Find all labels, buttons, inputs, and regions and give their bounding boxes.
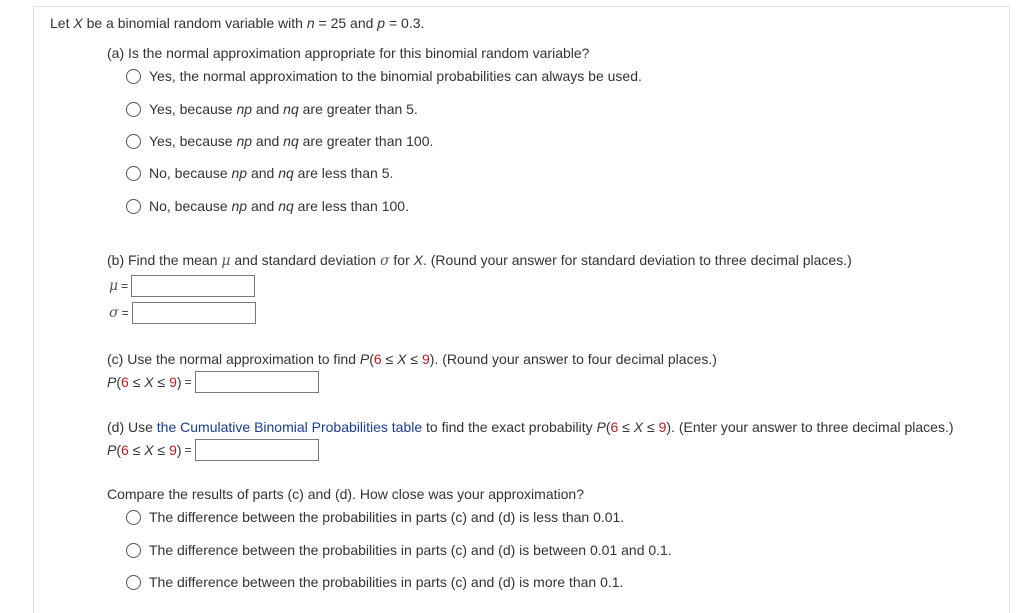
option-label: Yes, the normal approximation to the binomial probabilities can always be used. <box>149 68 642 84</box>
part-a-option-3[interactable] <box>126 131 433 151</box>
option-label: No, because np and nq are less than 5. <box>149 165 394 181</box>
part-c-question: (c) Use the normal approximation to find P(6 ≤ X ≤ 9). (Round your answer to four decimal places.) <box>107 351 717 367</box>
probability-expression: P(6 ≤ X ≤ 9) <box>107 442 182 458</box>
radio-button[interactable] <box>126 543 141 558</box>
sd-answer-row <box>109 302 256 324</box>
compare-option-1[interactable] <box>126 507 624 527</box>
part-a-option-2[interactable] <box>126 99 418 119</box>
part-d-question: (d) Use the Cumulative Binomial Probabilities table to find the exact probability P(6 ≤ X ≤ 9). (Enter your answer to three decimal places.) <box>107 419 954 435</box>
radio-button[interactable] <box>126 102 141 117</box>
mu-label: μ <box>109 278 119 294</box>
problem-intro: Let X be a binomial random variable with n = 25 and p = 0.3. <box>50 15 425 31</box>
part-a-option-1[interactable] <box>126 66 642 86</box>
exact-probability-input[interactable] <box>195 439 319 461</box>
mean-input[interactable] <box>131 275 255 297</box>
probability-expression: P(6 ≤ X ≤ 9) <box>107 374 182 390</box>
part-d-answer-row <box>107 439 319 461</box>
compare-question: Compare the results of parts (c) and (d). How close was your approximation? <box>107 486 584 502</box>
radio-button[interactable] <box>126 69 141 84</box>
part-a-option-4[interactable] <box>126 163 393 183</box>
option-label: The difference between the probabilities in parts (c) and (d) is less than 0.01. <box>149 509 625 525</box>
equals-sign: = <box>121 279 129 293</box>
option-label: Yes, because np and nq are greater than 5. <box>149 101 418 117</box>
equals-sign: = <box>184 375 192 389</box>
content-frame-right <box>1009 6 1010 613</box>
radio-button[interactable] <box>126 510 141 525</box>
compare-option-3[interactable] <box>126 572 623 592</box>
radio-button[interactable] <box>126 134 141 149</box>
part-c-answer-row <box>107 371 319 393</box>
part-a-question: (a) Is the normal approximation appropriate for this binomial random variable? <box>107 45 590 61</box>
part-b-question: (b) Find the mean μ and standard deviation σ for X. (Round your answer for standard deviation to three decimal places.) <box>107 252 852 269</box>
standard-deviation-input[interactable] <box>132 302 256 324</box>
option-label: No, because np and nq are less than 100. <box>149 198 409 214</box>
radio-button[interactable] <box>126 575 141 590</box>
option-label: The difference between the probabilities in parts (c) and (d) is more than 0.1. <box>149 574 624 590</box>
compare-option-2[interactable] <box>126 540 672 560</box>
sigma-label: σ <box>109 305 119 321</box>
content-frame-left <box>33 6 34 613</box>
part-a-option-5[interactable] <box>126 196 409 216</box>
normal-approx-probability-input[interactable] <box>195 371 319 393</box>
option-label: The difference between the probabilities in parts (c) and (d) is between 0.01 and 0.1. <box>149 542 672 558</box>
radio-button[interactable] <box>126 166 141 181</box>
option-label: Yes, because np and nq are greater than 100. <box>149 133 434 149</box>
equals-sign: = <box>184 443 192 457</box>
mean-answer-row <box>109 275 255 297</box>
cumulative-binomial-table-link[interactable]: the Cumulative Binomial Probabilities table <box>156 419 423 435</box>
equals-sign: = <box>121 306 129 320</box>
radio-button[interactable] <box>126 199 141 214</box>
content-frame-top <box>33 6 1010 7</box>
